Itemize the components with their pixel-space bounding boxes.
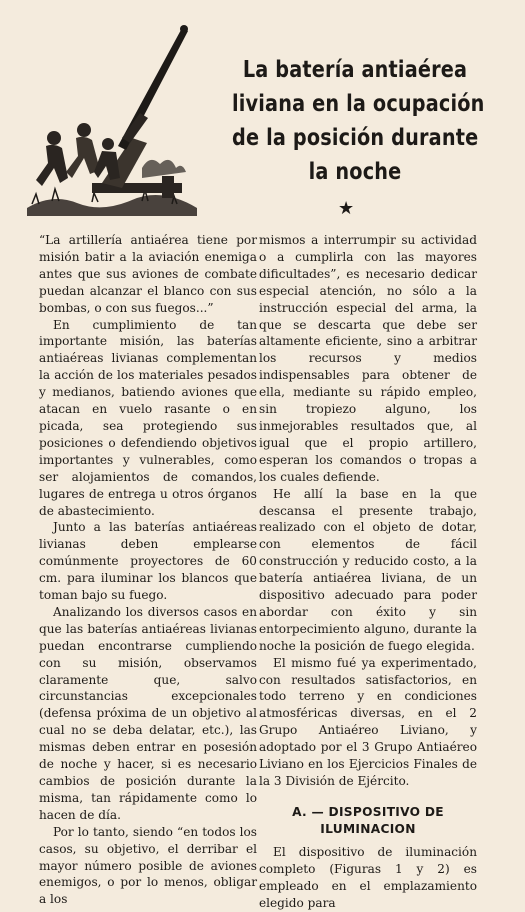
paragraph: Junto a las baterías antiaéreas livianas deben emplearse comúnmente proyectores de 60 cm. para iluminar los blancos que toman bajo su fuego. xyxy=(39,520,257,603)
title-line-4: la noche xyxy=(308,157,402,185)
antiaircraft-gun-crew-icon xyxy=(22,18,200,223)
text-column-left xyxy=(39,232,257,908)
paragraph: He allí la base en la que descansa el presente trabajo, realizado con el objeto de dotar, con elementos de fácil construcción y reducido costo, a la batería antiaérea liviana, de un dispositivo adecuado para poder abordar con éxito y sin entorpecimiento alguno, durante la noche la posición de fuego elegida. xyxy=(259,486,477,653)
article-title xyxy=(205,52,505,188)
title-line-1: La batería antiaérea xyxy=(242,55,468,83)
paragraph: El mismo fué ya experimentado, con resultados satisfactorios, en todo terreno y en condiciones atmosféricas diversas, en el 2 Grupo Antiaéreo Liviano, y adoptado por el 3 Grupo Antiaéreo Liviano en los Ejercicios Finales de la 3 División de Ejército. xyxy=(259,655,477,788)
paragraph: Por lo tanto, siendo “en todos los casos, su objetivo, el derribar el mayor número posible de aviones enemigos, o por lo menos, obligar a los xyxy=(39,824,257,907)
title-line-2: liviana en la ocupación xyxy=(232,89,485,117)
text-column-right xyxy=(259,232,477,912)
title-line-3: de la posición durante xyxy=(232,123,479,151)
paragraph: “La artillería antiaérea tiene por misión batir a la aviación enemiga antes que sus aviones de combate puedan alcanzar el blanco con sus bombas, o con sus fuegos...” xyxy=(39,233,257,315)
star-icon: ★ xyxy=(338,198,355,219)
section-heading: A. — DISPOSITIVO DE ILUMINACION xyxy=(292,804,444,836)
paragraph: En cumplimiento de tan importante misión, las baterías antiaéreas livianas complementan la acción de los materiales pesados y medianos, batiendo aviones que atacan en vuelo rasante o en picada, sea protegiendo sus posiciones o defendiendo objetivos importantes y vulnerables, como ser alojamientos de comandos, lugares de entrega u otros órganos de abastecimiento. xyxy=(39,317,257,518)
paragraph: El dispositivo de iluminación completo (Figuras 1 y 2) es empleado en el emplazamiento elegido para xyxy=(259,844,477,910)
paragraph: mismos a interrumpir su actividad o a cumplirla con las mayores dificultades”, es necesario dedicar especial atención, no sólo a la instrucción especial del arma, la que se descarta que debe ser altamente eficiente, sino a arbitrar los recursos y medios indispensables para obtener de ella, mediante su rápido empleo, sin tropiezo alguno, los inmejorables resultados que, al igual que el propio artillero, esperan los comandos o tropas a los cuales defiende. xyxy=(259,233,477,484)
antiaircraft-gun-illustration xyxy=(22,18,200,223)
paragraph: Analizando los diversos casos en que las baterías antiaéreas livianas puedan encontrarse cumpliendo con su misión, observamos claramente que, salvo circunstancias excepcionales (defensa próxima de un objetivo al cual no se deba delatar, etc.), las mismas deben entrar en posesión de noche y hacer, si es necesario cambios de posición durante la misma, tan rápidamente como lo hacen de día. xyxy=(39,604,257,822)
